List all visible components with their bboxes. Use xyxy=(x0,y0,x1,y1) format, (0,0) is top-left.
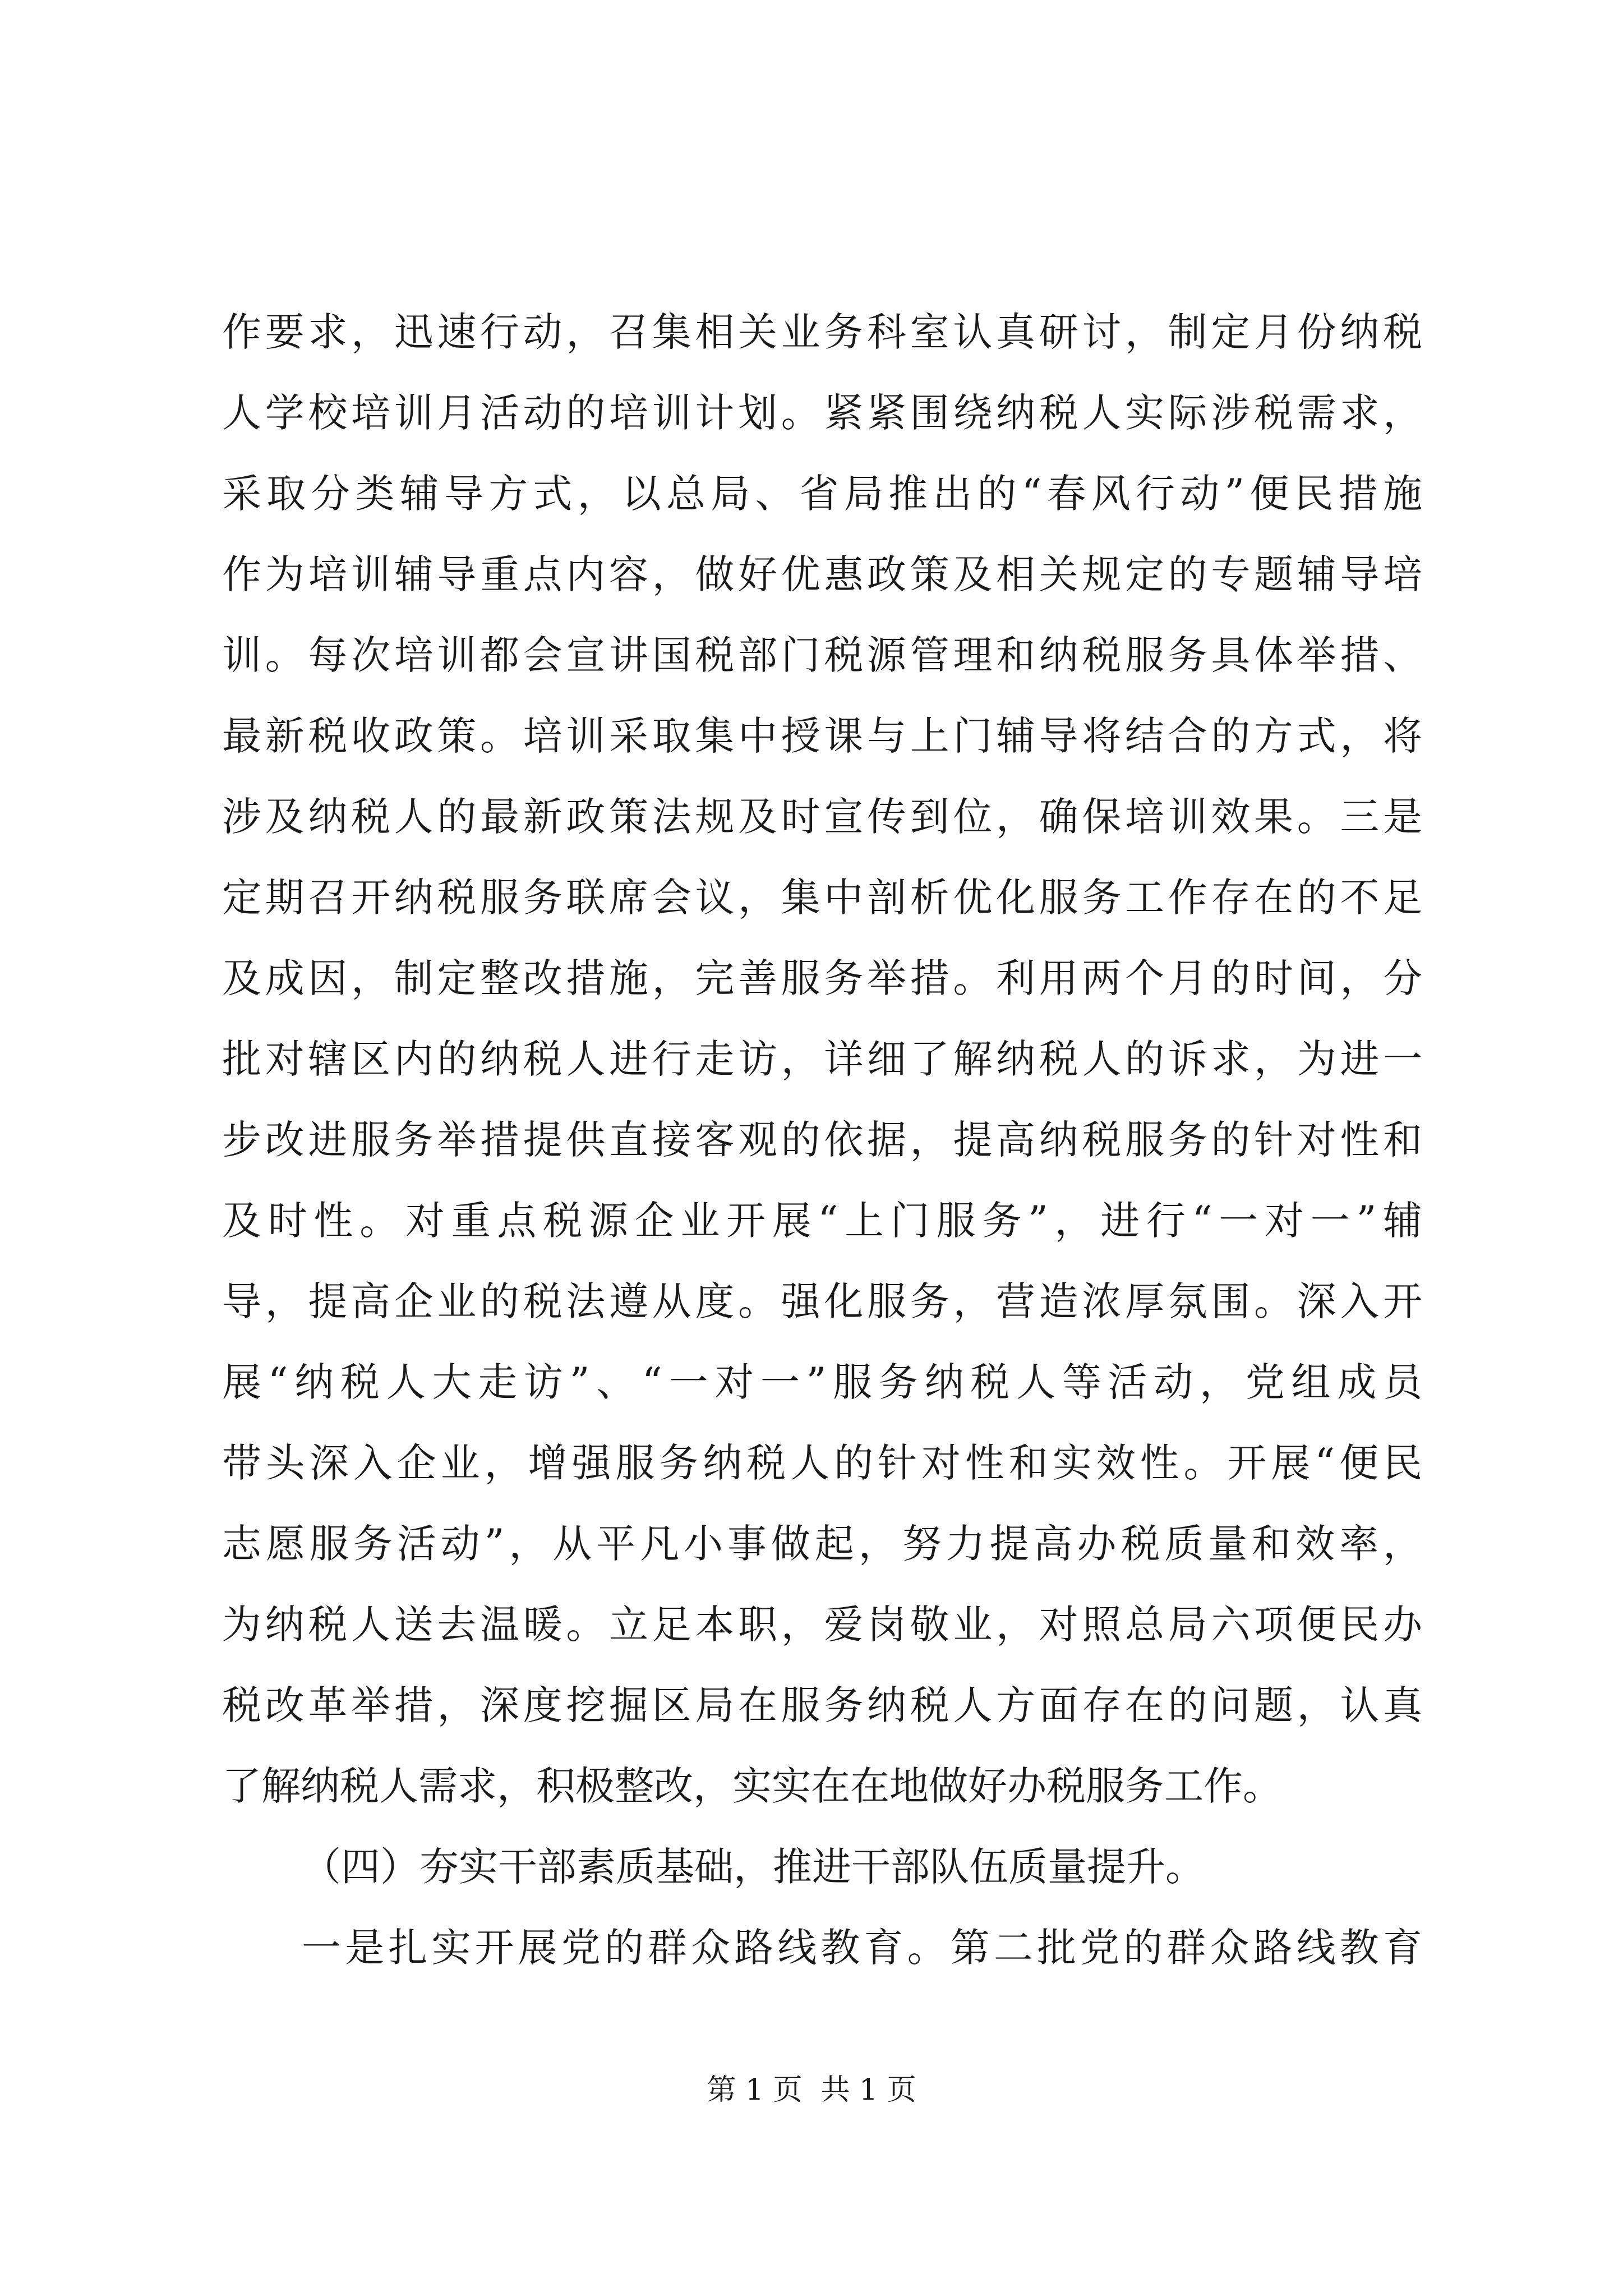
document-body xyxy=(222,292,1422,1988)
page-number-label: 第 1 页 共 1 页 xyxy=(707,2073,916,2107)
text-line-16: 志愿服务活动”，从平凡小事做起，努力提高办税质量和效率， xyxy=(222,1521,1422,1567)
text-line-7: 涉及纳税人的最新政策法规及时宣传到位，确保培训效果。三是 xyxy=(222,794,1422,840)
text-line-10: 批对辖区内的纳税人进行走访，详细了解纳税人的诉求，为进一 xyxy=(222,1036,1422,1082)
text-line-8: 定期召开纳税服务联席会议，集中剖析优化服务工作存在的不足 xyxy=(222,875,1422,921)
text-line-2: 人学校培训月活动的培训计划。紧紧围绕纳税人实际涉税需求， xyxy=(222,390,1422,436)
text-line-18: 税改革举措，深度挖掘区局在服务纳税人方面存在的问题，认真 xyxy=(222,1682,1422,1728)
paragraph-start: 一是扎实开展党的群众路线教育。第二批党的群众路线教育 xyxy=(302,1925,1422,1971)
text-line-5: 训。每次培训都会宣讲国税部门税源管理和纳税服务具体举措、 xyxy=(222,632,1422,678)
text-line-12: 及时性。对重点税源企业开展“上门服务”，进行“一对一”辅 xyxy=(222,1198,1422,1244)
text-line-1: 作要求，迅速行动，召集相关业务科室认真研讨，制定月份纳税 xyxy=(222,309,1422,355)
text-line-14: 展“纳税人大走访”、“一对一”服务纳税人等活动，党组成员 xyxy=(222,1359,1422,1405)
text-line-3: 采取分类辅导方式，以总局、省局推出的“春风行动”便民措施 xyxy=(222,471,1422,517)
text-line-4: 作为培训辅导重点内容，做好优惠政策及相关规定的专题辅导培 xyxy=(222,551,1422,597)
text-line-11: 步改进服务举措提供直接客观的依据，提高纳税服务的针对性和 xyxy=(222,1117,1422,1163)
text-line-19: 了解纳税人需求，积极整改，实实在在地做好办税服务工作。 xyxy=(222,1763,1282,1809)
page-footer xyxy=(0,2070,1623,2110)
text-line-6: 最新税收政策。培训采取集中授课与上门辅导将结合的方式，将 xyxy=(222,713,1422,759)
text-line-17: 为纳税人送去温暖。立足本职，爱岗敬业，对照总局六项便民办 xyxy=(222,1602,1422,1648)
text-line-13: 导，提高企业的税法遵从度。强化服务，营造浓厚氛围。深入开 xyxy=(222,1278,1422,1324)
text-line-15: 带头深入企业，增强服务纳税人的针对性和实效性。开展“便民 xyxy=(222,1440,1422,1486)
section-heading: （四）夯实干部素质基础，推进干部队伍质量提升。 xyxy=(302,1844,1205,1890)
text-line-9: 及成因，制定整改措施，完善服务举措。利用两个月的时间，分 xyxy=(222,955,1422,1001)
